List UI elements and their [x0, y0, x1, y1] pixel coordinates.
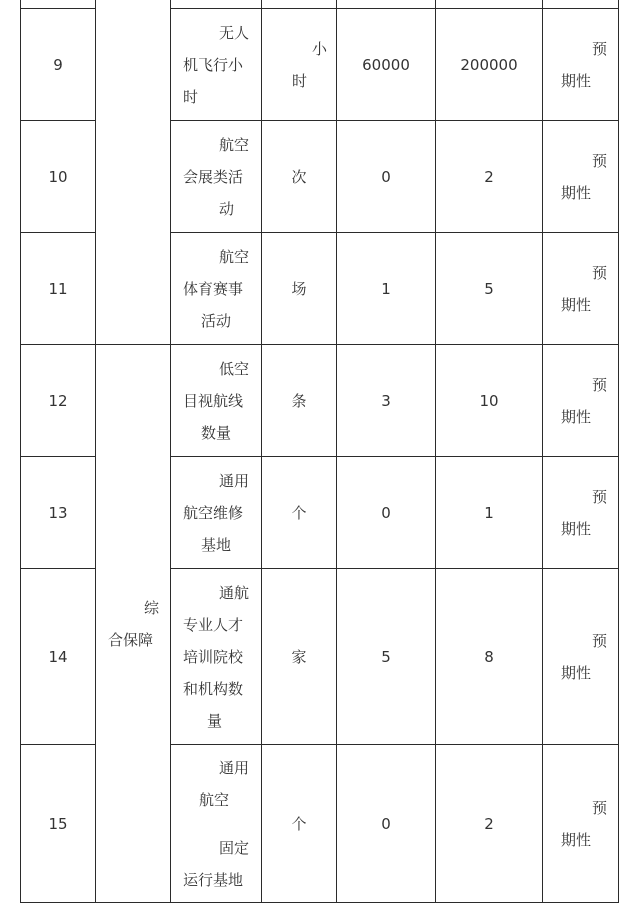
attribute-line: 预 [592, 487, 608, 506]
indicator-name-line: 航空 [219, 247, 250, 266]
indicator-name-line: 和机构数 [183, 679, 244, 698]
value-current: 3 [337, 345, 436, 457]
unit-cell: 家 [262, 569, 337, 745]
indicator-name-line: 通航 [219, 583, 250, 602]
attribute-line: 期性 [561, 295, 592, 314]
attribute-line: 期性 [561, 71, 592, 90]
attribute-cell [543, 233, 619, 345]
attribute-cell [543, 9, 619, 121]
indicator-name-line: 活动 [201, 311, 232, 330]
indicator-name [171, 345, 262, 457]
indicator-name-line: 会展类活 [183, 167, 244, 186]
indicator-name-line: 固定 [219, 838, 250, 857]
attribute-line: 期性 [561, 830, 592, 849]
attribute-cell [543, 121, 619, 233]
attribute-line: 期性 [561, 407, 592, 426]
category-cell-group2 [96, 345, 171, 903]
indicator-name-line: 时 [183, 87, 199, 106]
indicator-table [20, 0, 619, 903]
value-current: 0 [337, 121, 436, 233]
unit-cell: 个 [262, 745, 337, 903]
indicator-name-line: 航空 [199, 790, 230, 809]
attribute-cell [543, 457, 619, 569]
attribute-line: 预 [592, 263, 608, 282]
value-current: 0 [337, 457, 436, 569]
row-index: 11 [21, 233, 96, 345]
indicator-name-line: 目视航线 [183, 391, 244, 410]
indicator-name-line: 培训院校 [183, 647, 244, 666]
value-target: 2 [436, 121, 543, 233]
attribute-cell [543, 345, 619, 457]
value-target: 1 [436, 457, 543, 569]
indicator-name-line: 通用 [219, 758, 250, 777]
value-current: 5 [337, 569, 436, 745]
indicator-name [171, 745, 262, 903]
row-index: 12 [21, 345, 96, 457]
unit-cell [262, 9, 337, 121]
indicator-name-line: 通用 [219, 471, 250, 490]
attribute-line: 期性 [561, 519, 592, 538]
row-index: 13 [21, 457, 96, 569]
value-current: 1 [337, 233, 436, 345]
row-index: 9 [21, 9, 96, 121]
unit-cell: 次 [262, 121, 337, 233]
indicator-name-line: 动 [219, 199, 235, 218]
value-target: 2 [436, 745, 543, 903]
cell-value-target-partial [436, 0, 543, 9]
attribute-line: 预 [592, 631, 608, 650]
indicator-name-line: 体育赛事 [183, 279, 244, 298]
attribute-cell [543, 745, 619, 903]
value-target: 8 [436, 569, 543, 745]
indicator-name-line: 专业人才 [183, 615, 244, 634]
row-index: 14 [21, 569, 96, 745]
indicator-name-line: 数量 [201, 423, 232, 442]
attribute-line: 预 [592, 375, 608, 394]
table-row [21, 9, 619, 121]
unit-cell: 场 [262, 233, 337, 345]
attribute-cell [543, 569, 619, 745]
indicator-name [171, 569, 262, 745]
unit-line: 小 [312, 39, 328, 58]
table-row [21, 345, 619, 457]
indicator-name-line: 机飞行小 [183, 55, 244, 74]
value-target: 10 [436, 345, 543, 457]
attribute-line: 期性 [561, 663, 592, 682]
cell-name-partial [171, 0, 262, 9]
attribute-line: 预 [592, 798, 608, 817]
value-current: 0 [337, 745, 436, 903]
indicator-name-line: 低空 [219, 359, 250, 378]
value-current: 60000 [337, 9, 436, 121]
cell-attribute-partial [543, 0, 619, 9]
indicator-name-line: 基地 [201, 535, 232, 554]
indicator-name [171, 9, 262, 121]
attribute-line: 期性 [561, 183, 592, 202]
category-line: 综 [144, 598, 160, 617]
indicator-name-line: 航空维修 [183, 503, 244, 522]
table-row-partial-top [21, 0, 619, 9]
indicator-name [171, 233, 262, 345]
category-cell-group1 [96, 9, 171, 345]
indicator-name-line: 航空 [219, 135, 250, 154]
indicator-name [171, 121, 262, 233]
indicator-name-line: 量 [207, 711, 223, 730]
category-line: 合保障 [108, 630, 154, 649]
cell-value-current-partial [337, 0, 436, 9]
cell-category-partial [96, 0, 171, 9]
indicator-name-gap [183, 816, 253, 832]
row-index: 10 [21, 121, 96, 233]
indicator-name [171, 457, 262, 569]
indicator-name-line: 无人 [219, 23, 250, 42]
unit-line: 时 [292, 71, 308, 90]
attribute-line: 预 [592, 39, 608, 58]
row-index: 15 [21, 745, 96, 903]
value-target: 5 [436, 233, 543, 345]
value-target: 200000 [436, 9, 543, 121]
cell-index-partial [21, 0, 96, 9]
unit-cell: 个 [262, 457, 337, 569]
unit-cell: 条 [262, 345, 337, 457]
indicator-name-line: 运行基地 [183, 870, 244, 889]
attribute-line: 预 [592, 151, 608, 170]
cell-unit-partial [262, 0, 337, 9]
